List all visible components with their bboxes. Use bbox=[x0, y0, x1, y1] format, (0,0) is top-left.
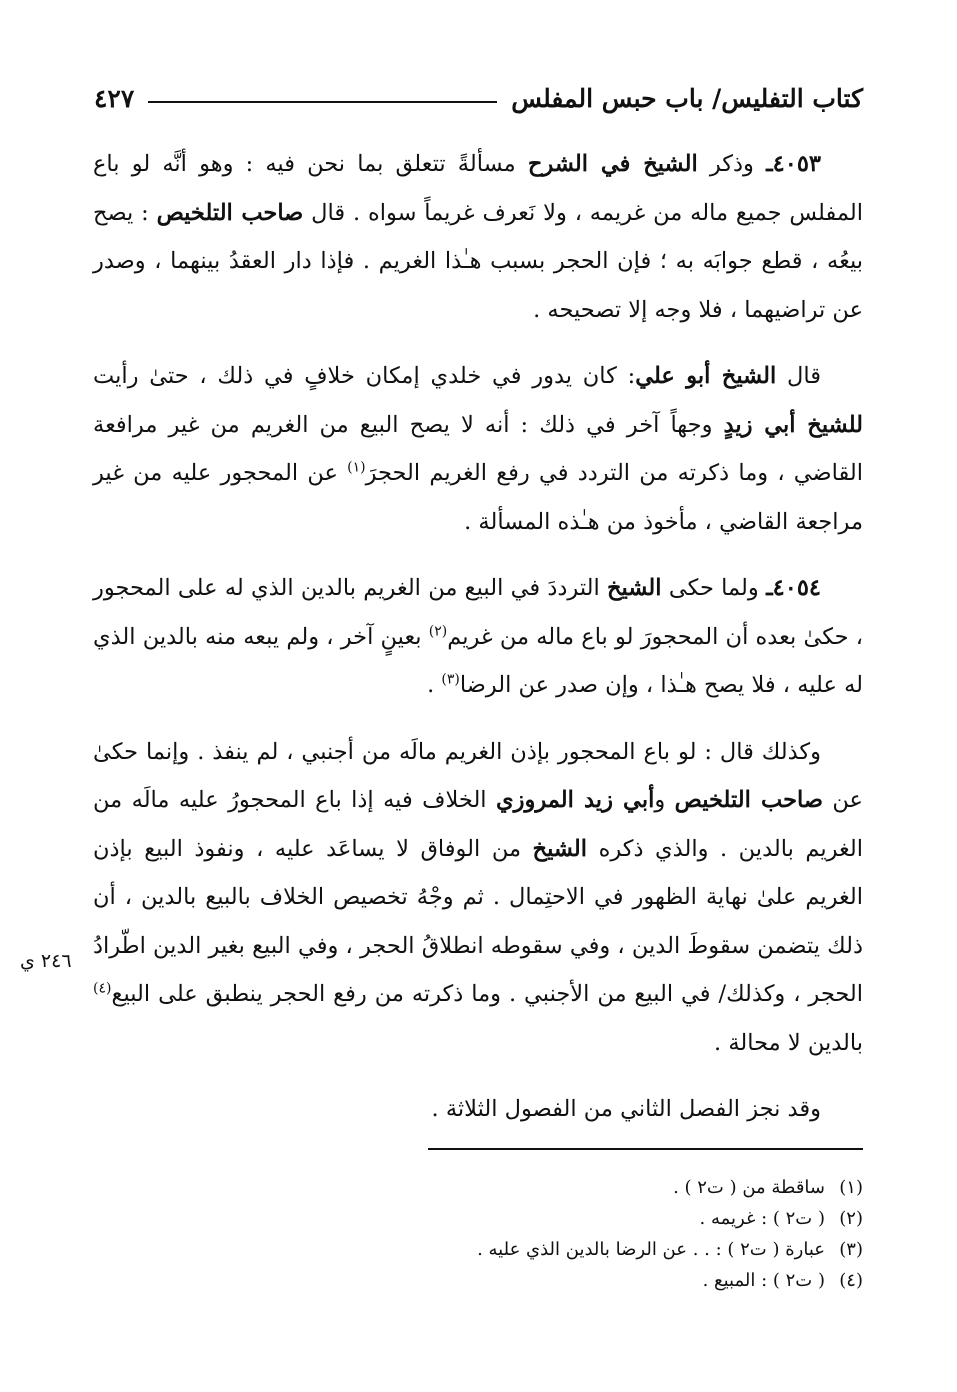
text-run: قال bbox=[776, 363, 821, 389]
bold-term: أبي زيد المروزي bbox=[496, 787, 655, 813]
footnote-item bbox=[163, 1234, 863, 1265]
footnote-ref[interactable]: (٢) bbox=[428, 623, 448, 639]
text-run: من الوفاق لا يساعَد عليه ، ونفوذ البيع بإذن الغريم علىٰ نهاية الظهور في الاحتِمال . ثم وجْهُ تخصيص الخلاف بالبيع بالدين ، أن ذلك يتضمن سقوطَ الدين ، وفي سقوطه انطلاقُ الحجر ، وفي البيع بغير الدين اطّرادُ الحجر ، وكذلك/ في البيع من الأجنبي . وما ذكرته من رفع الحجر ينطبق على البيع bbox=[93, 835, 863, 1007]
manuscript-margin-note: ٢٤٦ ي bbox=[20, 950, 72, 972]
footnote-text: ( ت٢ ) : المبيع . bbox=[702, 1270, 825, 1291]
bold-term: الشيخ أبو علي bbox=[635, 363, 777, 389]
footnote-label: (١) bbox=[839, 1177, 863, 1198]
footnote-item bbox=[163, 1203, 863, 1234]
text-run: مسألةً تتعلق بما نحن فيه : وهو أنَّه لو باع المفلس جميع ماله من غريمه ، ولا نَعرف غريماً سواه . قال bbox=[93, 151, 864, 226]
bold-term: الشيخ bbox=[532, 835, 588, 862]
paragraph-abu-ali bbox=[93, 352, 863, 546]
page-number: ٤٢٧ bbox=[94, 83, 135, 113]
text-run: ولما حكى bbox=[661, 575, 767, 601]
footnote-label: (٤) bbox=[839, 1270, 863, 1291]
text-run: عن المحجور عليه من غير مراجعة القاضي ، مأخوذ من هـٰذه المسألة . bbox=[93, 460, 863, 535]
footnote-item bbox=[163, 1172, 863, 1203]
text-run: وقد نجز الفصل الثاني من الفصول الثلاثة . bbox=[431, 1096, 821, 1122]
footnote-ref[interactable]: (٤) bbox=[93, 980, 112, 997]
footnote-text: ساقطة من ( ت٢ ) . bbox=[673, 1177, 825, 1198]
text-run: الترددَ في البيع من الغريم بالدين الذي له على المحجور ، حكىٰ بعده أن المحجورَ لو باع ماله من غريم bbox=[93, 575, 863, 650]
paragraph-4054 bbox=[93, 564, 863, 710]
text-run: بعينٍ آخر ، ولم يبعه منه بالدين الذي له عليه ، فلا يصح هـٰذا ، وإن صدر عن الرضا bbox=[93, 623, 863, 698]
footnote-item bbox=[163, 1265, 863, 1296]
text-run: : يصح بيعُه ، قطع جوابَه به ؛ فإن الحجر بسبب هـٰذا الغريم . فإذا دار العقدُ بينهما ، وصدر عن تراضيهما ، فلا وجه إلا تصحيحه . bbox=[93, 199, 863, 323]
text-run: : كان يدور في خلدي إمكان خلافٍ في ذلك ، حتىٰ رأيت bbox=[93, 363, 636, 389]
footnote-separator bbox=[428, 1148, 863, 1150]
bold-term: صاحب التلخيص bbox=[674, 787, 823, 813]
text-run: و bbox=[654, 787, 675, 813]
main-text bbox=[93, 140, 863, 1134]
footnote-label: (٢) bbox=[839, 1208, 863, 1229]
paragraph-kadhalika bbox=[93, 728, 863, 1068]
bold-term: صاحب التلخيص bbox=[156, 199, 304, 226]
header-title: كتاب التفليس/ باب حبس المفلس bbox=[511, 83, 863, 113]
bold-term: الشيخ في الشرح bbox=[527, 151, 698, 177]
bold-term: الشيخ bbox=[607, 575, 662, 601]
footnote-text: عبارة ( ت٢ ) : . . عن الرضا بالدين الذي عليه . bbox=[477, 1239, 825, 1260]
text-run: وذكر bbox=[697, 151, 767, 177]
issue-number: ٤٠٥٣ـ bbox=[766, 151, 821, 177]
running-header bbox=[94, 78, 863, 118]
bold-term: للشيخ أبي زيدٍ bbox=[723, 411, 863, 438]
text-run: الخلاف فيه إذا باع المحجورُ عليه مالَه من الغريم بالدين . والذي ذكره bbox=[93, 787, 863, 862]
footnotes bbox=[163, 1172, 863, 1296]
text-run: . bbox=[427, 672, 442, 698]
footnote-ref[interactable]: (١) bbox=[347, 459, 366, 476]
text-run: وكذلك قال : لو باع المحجور بإذن الغريم مالَه من أجنبي ، لم ينفذ . وإنما حكىٰ عن bbox=[93, 738, 863, 813]
footnote-ref[interactable]: (٣) bbox=[441, 671, 460, 688]
header-rule bbox=[148, 101, 497, 103]
footnote-text: ( ت٢ ) : غريمه . bbox=[699, 1208, 825, 1229]
footnote-label: (٣) bbox=[839, 1239, 863, 1260]
paragraph-conclusion bbox=[93, 1085, 863, 1134]
text-run: بالدين لا محالة . bbox=[714, 1029, 863, 1056]
issue-number: ٤٠٥٤ـ bbox=[766, 575, 821, 601]
text-run: وجهاً آخر في ذلك : أنه لا يصح البيع من الغريم من غير مرافعة القاضي ، وما ذكرته من التردد في رفع الغريم الحجرَ bbox=[93, 411, 863, 486]
paragraph-4053 bbox=[93, 140, 863, 334]
